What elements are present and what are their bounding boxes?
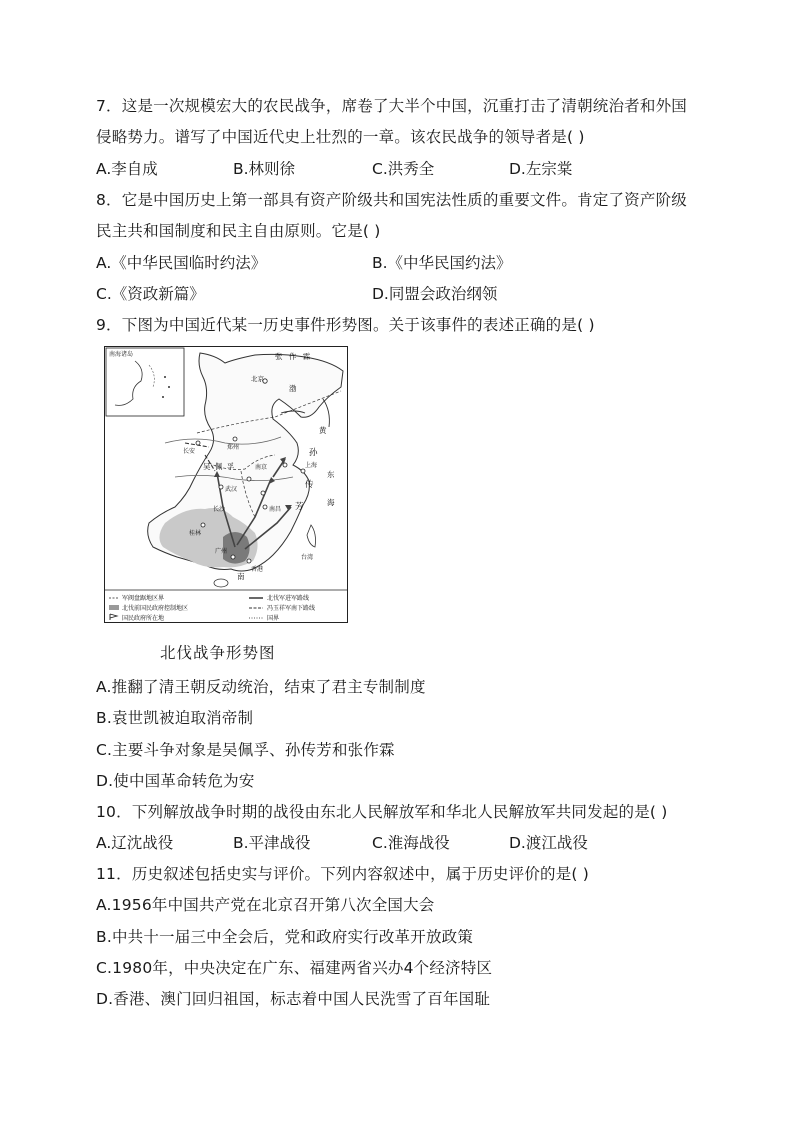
legend-expedition-route: 北伐军进军路线 [267,595,310,602]
map-label-chuan: 传 [305,480,314,490]
question-8-option-d: D.同盟会政治纲领 [372,285,498,303]
legend-government-seat: 国民政府所在地 [122,615,165,622]
question-10-option-d: D.渡江战役 [509,834,588,852]
map-label-zhang: 张 作 霖 [275,352,313,361]
map-label-huanghai: 黄 [319,426,327,435]
question-9-option-a: A.推翻了清王朝反动统治，结束了君主专制制度 [96,678,426,696]
map-label-changsha: 长沙 [213,506,226,513]
question-8-stem-line-1: 8．它是中国历史上第一部具有资产阶级共和国宪法性质的重要文件。肯定了资产阶级 [96,191,687,209]
map-label-wu: 吴 佩 孚 [203,462,236,471]
question-11-option-d: D.香港、澳门回归祖国，标志着中国人民洗雪了百年国耻 [96,990,491,1008]
map-label-donghai: 东 [327,470,335,479]
inset-title: 南海诸岛 [109,351,134,358]
question-10-stem: 10．下列解放战争时期的战役由东北人民解放军和华北人民解放军共同发起的是( ) [96,803,668,821]
question-7-stem-line-1: 7．这是一次规模宏大的农民战争，席卷了大半个中国，沉重打击了清朝统治者和外国 [96,97,687,115]
map-label-sun: 孙 [309,448,318,458]
map-label-fang: 芳 [295,502,304,512]
question-11-stem: 11．历史叙述包括史实与评价。下列内容叙述中，属于历史评价的是( ) [96,865,590,883]
question-11-option-c: C.1980年，中央决定在广东、福建两省兴办4个经济特区 [96,959,493,977]
map-label-guangzhou: 广州 [215,548,228,555]
map-label-taiwan: 台湾 [301,554,314,561]
south-china-sea-inset [106,348,184,416]
question-11-option-a: A.1956年中国共产党在北京召开第八次全国大会 [96,896,435,914]
question-9-option-d: D.使中国革命转危为安 [96,772,255,790]
map-label-beijing: 北京 [251,375,264,383]
map-label-wuhan: 武汉 [225,486,238,493]
question-8-option-c: C.《资政新篇》 [96,285,205,303]
map-label-zhengzhou: 郑州 [227,444,240,451]
question-9-option-b: B.袁世凯被迫取消帝制 [96,709,254,727]
legend-warlord-boundary: 军阀盘踞地区界 [122,595,165,602]
map-label-hai: 海 [327,498,335,507]
question-7-option-b: B.林则徐 [233,160,296,178]
question-7-option-d: D.左宗棠 [509,160,573,178]
map-caption: 北伐战争形势图 [160,644,276,662]
question-11-option-b: B.中共十一届三中全会后，党和政府实行改革开放政策 [96,928,474,946]
legend-controlled-area: 北伐前国民政府控制地区 [122,605,189,612]
legend-national-border: 国界 [267,615,280,622]
question-7-option-c: C.洪秀全 [372,160,435,178]
map-label-nanhai: 南 [237,572,245,581]
northern-expedition-map [104,346,348,623]
question-10-option-a: A.辽沈战役 [96,834,174,852]
map-legend [105,590,347,622]
question-8-stem-line-2: 民主共和国制度和民主自由原则。它是( ) [96,222,381,240]
legend-feng-route: 冯玉祥军南下路线 [267,605,316,612]
question-7-stem-line-2: 侵略势力。谱写了中国近代史上壮烈的一章。该农民战争的领导者是( ) [96,128,585,146]
question-9-option-c: C.主要斗争对象是吴佩孚、孙传芳和张作霖 [96,741,395,759]
map-label-bohai: 渤 [289,384,297,393]
map-label-guilin: 桂林 [189,530,202,537]
map-label-nanjing: 南京 [255,464,268,471]
map-label-shanghai: 上海 [305,462,318,469]
question-7-option-a: A.李自成 [96,160,158,178]
question-8-option-b: B.《中华民国约法》 [372,254,512,272]
question-10-option-c: C.淮海战役 [372,834,450,852]
map-label-xianggang: 香港 [251,566,264,573]
map-label-changan: 长安 [183,448,196,455]
question-9-stem: 9．下图为中国近代某一历史事件形势图。关于该事件的表述正确的是( ) [96,316,595,334]
question-8-option-a: A.《中华民国临时约法》 [96,254,267,272]
question-10-option-b: B.平津战役 [233,834,311,852]
map-label-nanchang: 南昌 [269,506,282,513]
